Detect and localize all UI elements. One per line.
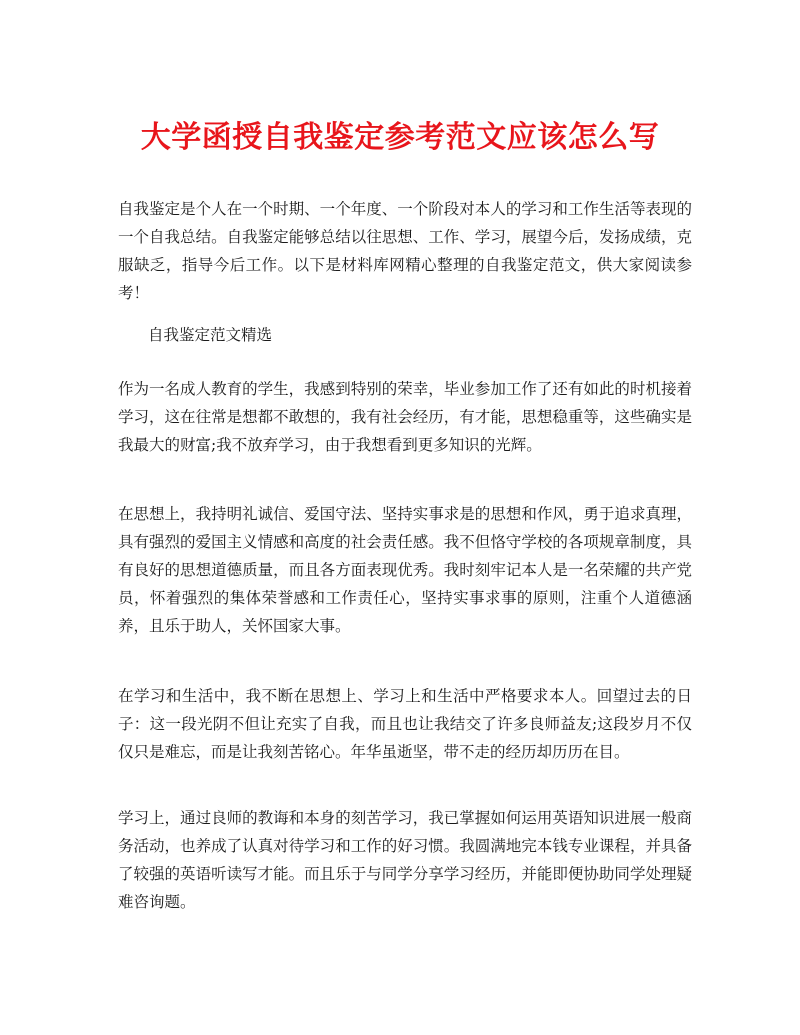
paragraph-3: 在学习和生活中，我不断在思想上、学习上和生活中严格要求本人。回望过去的日子：这一段光阴不但让充实了自我，而且也让我结交了许多良师益友;这段岁月不仅仅只是难忘，而是让我刻苦铭心。年华虽逝坚，带不走的经历却历历在目。 (118, 687, 692, 761)
paragraph-1: 作为一名成人教育的学生，我感到特别的荣幸，毕业参加工作了还有如此的时机接着学习，这在往常是想都不敢想的，我有社会经历，有才能，思想稳重等，这些确实是我最大的财富;我不放弃学习，由于我想看到更多知识的光辉。 (118, 380, 692, 454)
section-heading: 自我鉴定范文精选 (148, 326, 273, 344)
intro-paragraph: 自我鉴定是个人在一个时期、一个年度、一个阶段对本人的学习和工作生活等表现的一个自我总结。自我鉴定能够总结以往思想、工作、学习，展望今后，发扬成绩，克服缺乏，指导今后工作。以下是材料库网精心整理的自我鉴定范文，供大家阅读参考！ (118, 200, 692, 302)
paragraph-2: 在思想上，我持明礼诚信、爱国守法、坚持实事求是的思想和作风，勇于追求真理，具有强烈的爱国主义情感和高度的社会责任感。我不但恪守学校的各项规章制度，具有良好的思想道德质量，而且各方面表现优秀。我时刻牢记本人是一名荣耀的共产党员，怀着强烈的集体荣誉感和工作责任心，坚持实事求事的原则，注重个人道德涵养，且乐于助人，关怀国家大事。 (118, 505, 692, 635)
paragraph-4: 学习上，通过良师的教诲和本身的刻苦学习，我已掌握如何运用英语知识进展一般商务活动，也养成了认真对待学习和工作的好习惯。我圆满地完本钱专业课程，并具备了较强的英语听读写才能。而且乐于与同学分享学习经历，并能即便协助同学处理疑难咨询题。 (118, 809, 692, 911)
document-title: 大学函授自我鉴定参考范文应该怎么写 (140, 120, 660, 155)
